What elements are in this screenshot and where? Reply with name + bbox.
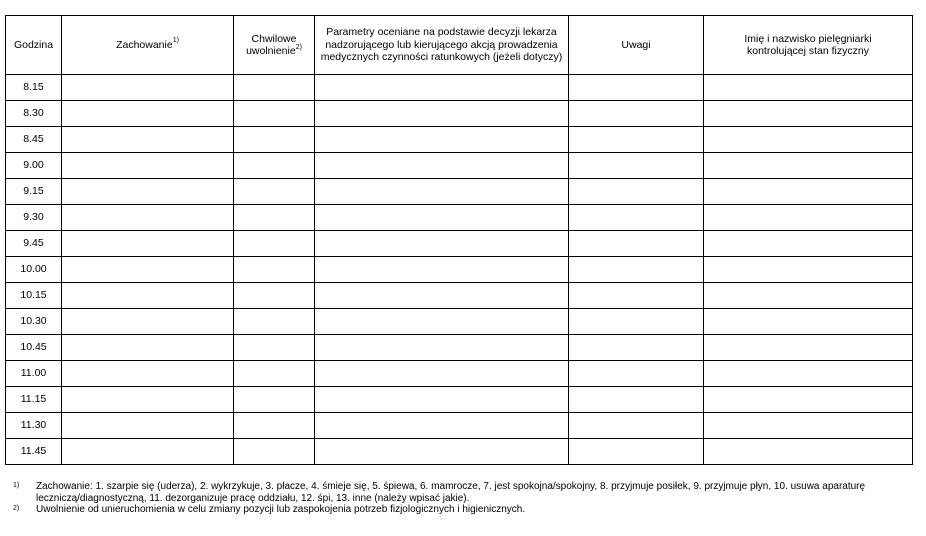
table-row	[6, 101, 913, 127]
table-row	[6, 361, 913, 387]
parametry-cell[interactable]	[315, 283, 569, 309]
time-cell: 10.15	[6, 283, 62, 309]
uwolnienie-cell[interactable]	[234, 309, 315, 335]
time-cell: 8.45	[6, 127, 62, 153]
zachowanie-cell[interactable]	[62, 153, 234, 179]
parametry-cell[interactable]	[315, 179, 569, 205]
time-cell: 9.30	[6, 205, 62, 231]
header-zachowanie-label: Zachowanie	[116, 38, 173, 51]
zachowanie-cell[interactable]	[62, 101, 234, 127]
uwagi-cell[interactable]	[569, 309, 704, 335]
uwagi-cell[interactable]	[569, 205, 704, 231]
table-row	[6, 439, 913, 465]
uwagi-cell[interactable]	[569, 387, 704, 413]
time-cell: 8.30	[6, 101, 62, 127]
uwagi-cell[interactable]	[569, 283, 704, 309]
header-imie-line2: kontrolującej stan fizyczny	[747, 45, 869, 57]
time-cell: 11.45	[6, 439, 62, 465]
zachowanie-cell[interactable]	[62, 439, 234, 465]
imie-nazwisko-cell[interactable]	[704, 413, 913, 439]
time-cell: 8.15	[6, 75, 62, 101]
uwolnienie-cell[interactable]	[234, 101, 315, 127]
imie-nazwisko-cell[interactable]	[704, 361, 913, 387]
header-imie-line1: Imię i nazwisko pielęgniarki	[744, 32, 872, 45]
header-parametry	[315, 16, 569, 75]
footnote-2-number: 2)	[13, 505, 20, 512]
table-row	[6, 179, 913, 205]
uwolnienie-cell[interactable]	[234, 205, 315, 231]
imie-nazwisko-cell[interactable]	[704, 335, 913, 361]
header-uwagi	[569, 16, 704, 75]
zachowanie-cell[interactable]	[62, 231, 234, 257]
time-cell: 9.00	[6, 153, 62, 179]
footnote-1-line2: leczniczą/diagnostyczną, 11. dezorganizuje pracę oddziału, 12. śpi, 13. inne (należy wpisać jakie).	[36, 492, 470, 504]
uwagi-cell[interactable]	[569, 179, 704, 205]
zachowanie-cell[interactable]	[62, 127, 234, 153]
uwolnienie-cell[interactable]	[234, 283, 315, 309]
zachowanie-cell[interactable]	[62, 179, 234, 205]
table-row	[6, 283, 913, 309]
uwagi-cell[interactable]	[569, 127, 704, 153]
parametry-cell[interactable]	[315, 439, 569, 465]
header-parametry-line2: nadzorującego lub kierującego akcją prowadzenia	[325, 38, 558, 51]
footnote-2-text: Uwolnienie od unieruchomienia w celu zmiany pozycji lub zaspokojenia potrzeb fizjologicznych i higienicznych.	[36, 504, 526, 515]
zachowanie-cell[interactable]	[62, 283, 234, 309]
uwagi-cell[interactable]	[569, 257, 704, 283]
parametry-cell[interactable]	[315, 335, 569, 361]
table-row	[6, 127, 913, 153]
footnote-2	[13, 504, 913, 516]
zachowanie-cell[interactable]	[62, 335, 234, 361]
imie-nazwisko-cell[interactable]	[704, 153, 913, 179]
uwagi-cell[interactable]	[569, 413, 704, 439]
table-row	[6, 413, 913, 439]
imie-nazwisko-cell[interactable]	[704, 439, 913, 465]
uwolnienie-cell[interactable]	[234, 413, 315, 439]
footnote-1-text	[36, 481, 913, 504]
parametry-cell[interactable]	[315, 309, 569, 335]
uwolnienie-cell[interactable]	[234, 153, 315, 179]
uwolnienie-cell[interactable]	[234, 231, 315, 257]
uwagi-cell[interactable]	[569, 439, 704, 465]
parametry-cell[interactable]	[315, 127, 569, 153]
parametry-cell[interactable]	[315, 153, 569, 179]
header-godzina	[6, 16, 62, 75]
uwolnienie-cell[interactable]	[234, 127, 315, 153]
parametry-cell[interactable]	[315, 257, 569, 283]
imie-nazwisko-cell[interactable]	[704, 387, 913, 413]
header-parametry-line1: Parametry oceniane na podstawie decyzji lekarza	[326, 26, 557, 39]
parametry-cell[interactable]	[315, 205, 569, 231]
time-cell: 9.45	[6, 231, 62, 257]
time-cell: 10.30	[6, 309, 62, 335]
imie-nazwisko-cell[interactable]	[704, 75, 913, 101]
header-imie-nazwisko	[704, 16, 913, 75]
zachowanie-cell[interactable]	[62, 387, 234, 413]
observation-table	[5, 15, 913, 465]
imie-nazwisko-cell[interactable]	[704, 309, 913, 335]
imie-nazwisko-cell[interactable]	[704, 283, 913, 309]
imie-nazwisko-cell[interactable]	[704, 205, 913, 231]
uwagi-cell[interactable]	[569, 101, 704, 127]
zachowanie-cell[interactable]	[62, 75, 234, 101]
parametry-cell[interactable]	[315, 231, 569, 257]
footnote-1-number: 1)	[13, 482, 20, 489]
imie-nazwisko-cell[interactable]	[704, 127, 913, 153]
uwolnienie-cell[interactable]	[234, 257, 315, 283]
header-zachowanie	[62, 16, 234, 75]
parametry-cell[interactable]	[315, 387, 569, 413]
time-cell: 11.00	[6, 361, 62, 387]
table-row	[6, 257, 913, 283]
zachowanie-cell[interactable]	[62, 361, 234, 387]
parametry-cell[interactable]	[315, 413, 569, 439]
footnote-1	[13, 481, 913, 504]
table-body	[6, 75, 913, 465]
imie-nazwisko-cell[interactable]	[704, 101, 913, 127]
parametry-cell[interactable]	[315, 361, 569, 387]
time-cell: 11.15	[6, 387, 62, 413]
header-uwolnienie	[234, 16, 315, 75]
uwolnienie-cell[interactable]	[234, 439, 315, 465]
table-row	[6, 153, 913, 179]
imie-nazwisko-cell[interactable]	[704, 257, 913, 283]
header-uwolnienie-line1: Chwilowe	[251, 32, 297, 45]
imie-nazwisko-cell[interactable]	[704, 231, 913, 257]
imie-nazwisko-cell[interactable]	[704, 179, 913, 205]
zachowanie-cell[interactable]	[62, 257, 234, 283]
time-cell: 9.15	[6, 179, 62, 205]
parametry-cell[interactable]	[315, 75, 569, 101]
time-cell: 10.45	[6, 335, 62, 361]
table-row	[6, 231, 913, 257]
uwolnienie-cell[interactable]	[234, 75, 315, 101]
uwolnienie-cell[interactable]	[234, 179, 315, 205]
uwolnienie-cell[interactable]	[234, 335, 315, 361]
header-uwolnienie-line2: uwolnienie	[246, 45, 296, 57]
zachowanie-cell[interactable]	[62, 205, 234, 231]
header-parametry-line3: medycznych czynności ratunkowych (jeżeli dotyczy)	[320, 51, 563, 64]
uwolnienie-cell[interactable]	[234, 361, 315, 387]
time-cell: 11.30	[6, 413, 62, 439]
uwagi-cell[interactable]	[569, 231, 704, 257]
uwolnienie-cell[interactable]	[234, 387, 315, 413]
parametry-cell[interactable]	[315, 101, 569, 127]
zachowanie-cell[interactable]	[62, 413, 234, 439]
table-row	[6, 387, 913, 413]
header-godzina-label: Godzina	[13, 38, 54, 51]
footnote-ref-2: 2)	[295, 43, 302, 51]
footnote-1-line1: Zachowanie: 1. szarpie się (uderza), 2. wykrzykuje, 3. płacze, 4. śmieje się, 5. śpiewa, 6. mamrocze, 7. jest spokojna/spokojny, 8. przyjmuje posiłek, 9. przyjmuje płyn, 10. usuwa aparaturę	[36, 481, 866, 492]
table-row	[6, 205, 913, 231]
uwagi-cell[interactable]	[569, 361, 704, 387]
table-row	[6, 335, 913, 361]
table-row	[6, 75, 913, 101]
table-header-row	[6, 16, 913, 75]
uwagi-cell[interactable]	[569, 335, 704, 361]
uwagi-cell[interactable]	[569, 153, 704, 179]
zachowanie-cell[interactable]	[62, 309, 234, 335]
time-cell: 10.00	[6, 257, 62, 283]
footnotes	[13, 481, 913, 516]
header-uwagi-label: Uwagi	[621, 38, 651, 51]
footnote-ref-1: 1)	[172, 37, 179, 45]
uwagi-cell[interactable]	[569, 75, 704, 101]
table-row	[6, 309, 913, 335]
